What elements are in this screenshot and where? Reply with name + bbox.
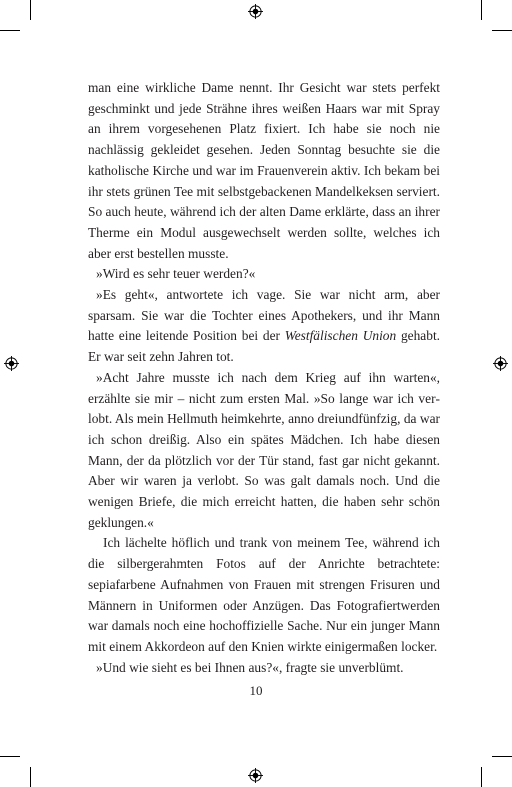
paragraph xyxy=(88,285,440,368)
registration-mark-icon xyxy=(493,356,508,371)
registration-mark-icon xyxy=(248,768,263,783)
paragraph-text: »Und wie sieht es bei Ihnen aus?«, fragte sie unverblümt. xyxy=(96,659,404,675)
body-text xyxy=(88,78,440,678)
page-number: 10 xyxy=(249,683,263,698)
paragraph-text: »Es geht«, antwortete ich vage. Sie war nicht arm, aber sparsam. Sie war die Tochter eines Apothekers, und ihr Mann hatte eine leitende Position bei der xyxy=(88,287,440,344)
paragraph xyxy=(88,368,440,534)
registration-mark-icon xyxy=(248,4,263,19)
crop-mark-bottom-right-horizontal xyxy=(492,756,512,757)
italic-organization-name: Westfälischen Union xyxy=(284,328,397,344)
paragraph xyxy=(88,658,440,679)
crop-mark-top-right-vertical xyxy=(481,0,482,20)
crop-mark-bottom-left-horizontal xyxy=(0,756,20,757)
crop-mark-top-left-vertical xyxy=(30,0,31,20)
paragraph-text: man eine wirkliche Dame nennt. Ihr Gesicht war stets perfekt geschminkt und jede Strähne ihres weißen Haars war mit Spray an ihrem vorgesehenen Platz fixiert. Ich habe sie noch nie nachlässig gekleidet gesehen. Jeden Sonntag besuchte sie die katholische Kirche und war im Frauenverein aktiv. Ich bekam bei ihr stets grünen Tee mit selbstgebackenen Mandelkeksen serviert. So auch heute, während ich der alten Dame erklärte, dass an ihrer Therme ein Modul ausgewechselt werden sollte, welches ich aber erst bestellen musste. xyxy=(88,80,440,261)
paragraph xyxy=(88,533,440,657)
registration-mark-icon xyxy=(4,356,19,371)
paragraph-text: »Acht Jahre musste ich nach dem Krieg auf ihn warten«, erzählte sie mir – nicht zum ersten Mal. »So lange war ich verlobt. Als mein Hellmuth heimkehrte, anno dreiundfünfzig, da war ich schon dreißig. Also ein spätes Mädchen. Ich habe diesen Mann, der da plötzlich vor der Tür stand, fast gar nicht gekannt. Aber wir waren ja verlobt. So was galt damals noch. Und die wenigen Briefe, die mich erreicht hatten, die haben sehr schön geklungen.« xyxy=(88,369,440,530)
paragraph-text: gehabt. Er war seit zehn Jahren tot. xyxy=(88,328,441,365)
paragraph-text: »Wird es sehr teuer werden?« xyxy=(96,266,256,282)
crop-mark-top-right-horizontal xyxy=(492,30,512,31)
paragraph xyxy=(88,78,440,264)
crop-mark-bottom-left-vertical xyxy=(30,767,31,787)
crop-mark-top-left-horizontal xyxy=(0,30,20,31)
crop-mark-bottom-right-vertical xyxy=(481,767,482,787)
paragraph-text: Ich lächelte höflich und trank von meinem Tee, während ich die silbergerahmten Fotos auf der Anrichte betrachtete: sepiafarbene Aufnahmen von Frauen mit strengen Frisuren und Männern in Uniformen oder Anzügen. Das Fotografiertwerden war damals noch eine hochoffizielle Sache. Nur ein junger Mann mit einem Akkordeon auf den Knien wirkte einigermaßen locker. xyxy=(88,535,440,654)
paragraph xyxy=(88,264,440,285)
